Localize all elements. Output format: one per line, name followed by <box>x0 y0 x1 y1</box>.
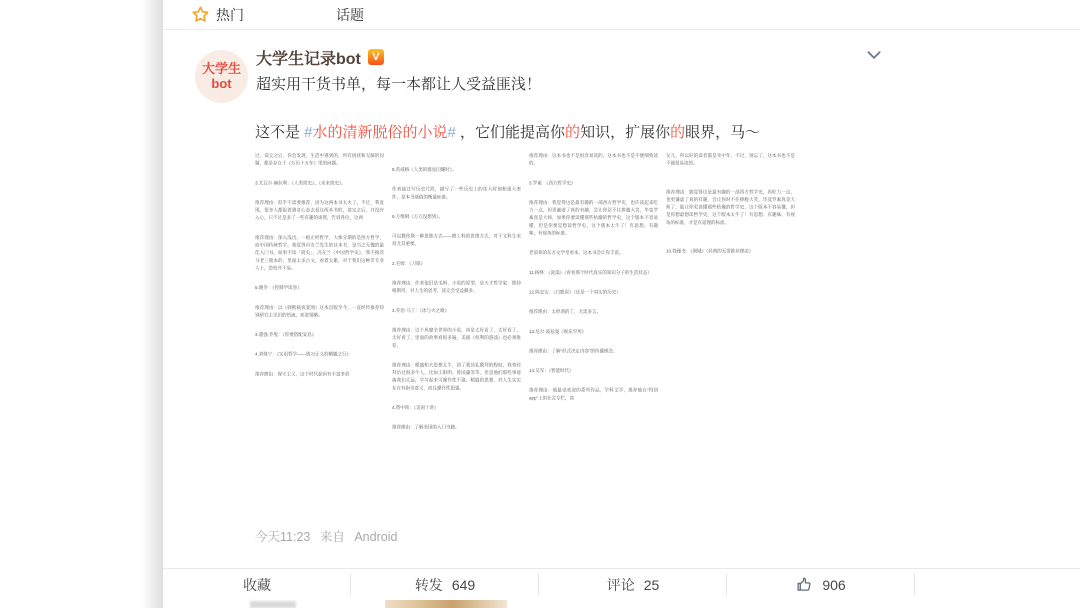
post-meta <box>255 527 403 545</box>
image-text-column: 女儿，所以好的读者都是幸中年，不过，别忘了，这本书也不是不便很易读的。 推荐理由：就觉得这是最有趣的一部西方哲学史，再吃力一点，也更谦虚了真的有趣，会让你时不住捧腹大笑，毕竟罗素真是大师了，能让你更读懂那些枯燥的哲学史，这个版本不容易懂，但是你想最想读哲学史，这个版本太牛了！有思想、有趣味、有视角的标准，才是有道理的标准。 10.钱锺书：《围城》（经典的无需推荐理由） <box>666 153 795 254</box>
hashtag-mark[interactable]: # <box>304 124 313 141</box>
avatar[interactable] <box>195 50 248 103</box>
comment-button[interactable] <box>539 569 727 600</box>
repost-label: 转发 <box>414 576 443 593</box>
post-text-run: 这不是 <box>255 124 305 141</box>
username[interactable]: 大学生记录bot <box>256 50 361 68</box>
tab-hot[interactable] <box>191 5 244 25</box>
tab-hot-label: 热门 <box>216 6 244 23</box>
star-icon <box>191 5 210 24</box>
tab-topic-label: 话题 <box>336 6 364 23</box>
chevron-down-icon[interactable] <box>865 46 883 64</box>
repost-count: 649 <box>451 576 476 593</box>
post-text-run: 眼界，马～ <box>685 124 761 141</box>
like-button[interactable] <box>727 569 915 600</box>
source-app[interactable]: Android <box>354 530 398 544</box>
like-count: 906 <box>822 576 846 593</box>
post-image[interactable] <box>255 152 801 520</box>
next-card-partial-image <box>385 600 507 608</box>
image-text-column: 过，读完之后，你会发现，生活中遇到的，所有困扰和无解的问题，都是存在于《万历十五年》里的问题。 3.尤瓦尔·赫拉利：《人类简史》、《未来简史》。 推荐理由：似乎不需要推荐，因为这两本书太火了。不过，我发现，很多人都报着猎奇心态去看这两本书的，读完之后，并没有入心，只不过是多了一些有趣的谈资，告诉各位，这两 推荐理由：深入浅出、一板正经哲学，大师分期的是西方哲学，而中国传统哲学，我觉得冯友兰先生的这本书，是当之无愧的最佳入门书。如果不读「简史」，冯友兰《中国哲学史》，我不推荐马老三版本的，里面太多古文，看着太累，对于我们这种非专业人士，恐怕并不易。 5.晓冬：《控制学读卷》 推荐理由：以《韩熙载夜宴图》这本出版至今，一直经传推荐特别研究主见识的热流，欢迎领略。 3.董强 乔叟：《你要搭配安息》 4.刘姝宁：《实用哲学——练习正义的精髓之行》 推荐理由：保守主义，这个时代起码有丰富多彩 <box>255 153 384 377</box>
image-text-column: 8.茨威格《人类的群星闪耀时》。 作者通过写历史片段，描写了一些历史上的伟大时刻和重大事件，是本书颜值的衡量标准。 9.万维钢《万万没想到》。 可以教你换一种思维方式——理工科的思维方式，对于文科生来说尤其重要。 2.毛姆：《刀锋》 推荐理由：作者依旧是毛姆，小说的原型，是天才哲学家：维特根斯坦，对人生的思考，读完会受益颇多。 3.乔治·马丁：《冰与火之歌》 推荐理由：这个风靡全世界的小说，真是太好看了，太好看了，太好看了，里面的故事看很多遍，美剧《权利的游戏》也必须推荐。 推荐理由：稻盛和夫思想太牛，到了我顶礼膜拜的程度，我曾经拜访过很多牛人，比如王阳明、曾国藩等等，但是他们那些事迹离我们太远，学习起来可操作性不强，稻盛的思想，对人生实实在在有指导意义，而且操作性很强。 4.资中筠：《美国十讲》 推荐理由：了解美国的入门书籍。 <box>392 167 521 430</box>
highlighted-keyword: 的 <box>565 124 581 141</box>
post-text-run: ，它们能提高你 <box>455 124 566 141</box>
comment-count: 25 <box>643 576 660 593</box>
favorite-button[interactable] <box>163 569 351 600</box>
tab-topic[interactable] <box>336 5 364 25</box>
comment-label: 评论 <box>606 576 635 593</box>
avatar-text-line2: bot <box>211 75 232 91</box>
content-pane <box>163 0 1080 608</box>
post-image-columns <box>255 152 801 443</box>
repost-button[interactable] <box>351 569 539 600</box>
action-bar <box>163 568 1080 600</box>
favorite-label: 收藏 <box>243 576 271 593</box>
username-row <box>256 47 384 67</box>
post-text <box>255 122 995 144</box>
verified-badge-icon: V <box>368 49 384 65</box>
post-text-run: 知识，扩展你 <box>580 124 671 141</box>
thumbs-up-icon <box>796 576 813 593</box>
top-tab-bar <box>163 0 1080 30</box>
image-text-column: 推荐理由：这本书也不是很容易读的，这本书也不是不便细致读的。 3.罗素：《西方哲学史》 推荐理由：我觉得这是最有趣的一部西方哲学史，也许读起来吃力一点，但更谦虚了真的有趣，会让你忍不住捧腹大笑，毕竟罗素真是大师，如果你要读懂那些枯燥的哲学史，这个版本不容易懂，但是你要是想读哲学史，这个版本太牛了！有思想、有趣味、有视角的标准。 老前辈的东方文学堂看本，这本书会让你丰富。 11.杨绛：《洗澡》（看看那个时代真实的知识分子的生活状态） 12.陈忠实：《白鹿原》（还是一个真实的历史） 推荐理由：太经典的了，无需多言。 13.尼尔·波兹曼《娱乐至死》 推荐理由：了解“形式决定内容”的传播理念。 14.吴军：《智能时代》 推荐理由：他最受欢迎的系列作品，学科文学，推荐他在“得到app”上的社会专栏，读 <box>529 153 658 401</box>
highlighted-keyword: 的 <box>670 124 686 141</box>
viewport-left-shadow <box>142 0 163 608</box>
avatar-text-line1: 大学生 <box>201 60 241 76</box>
hashtag-mark[interactable]: # <box>447 124 456 141</box>
post-subtitle: 超实用干货书单，每一本都让人受益匪浅！ <box>256 76 542 93</box>
source-prefix: 来自 <box>319 530 345 544</box>
hashtag-keyword[interactable]: 水的清新脱俗的小说 <box>312 124 448 141</box>
next-card-partial-text <box>250 601 296 608</box>
timestamp: 今天11:23 <box>255 530 311 544</box>
